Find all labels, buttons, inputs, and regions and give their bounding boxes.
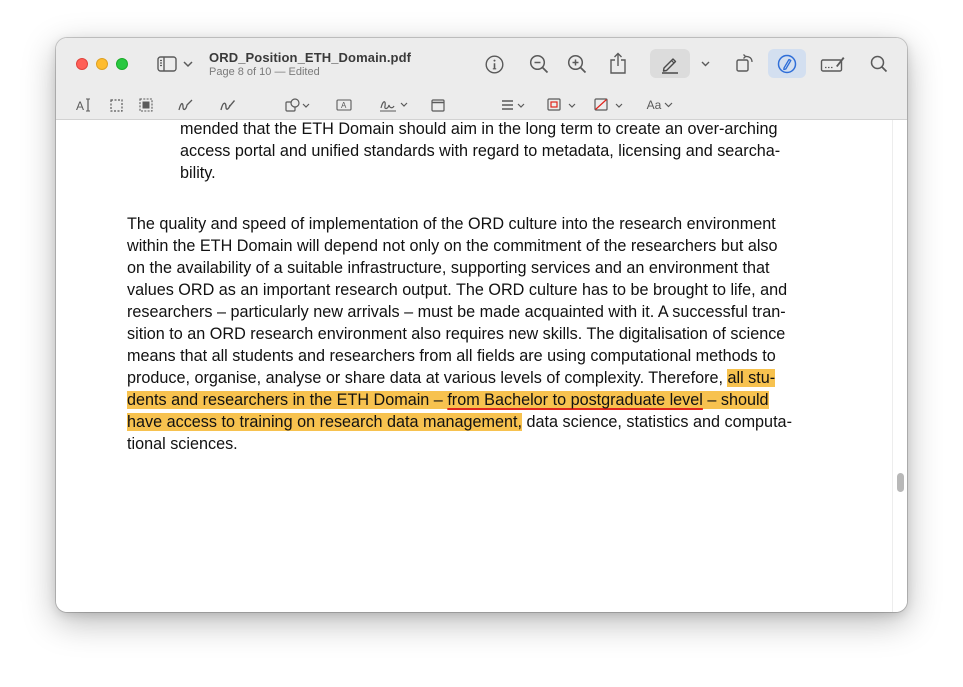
text-style-label: Aa [646, 98, 662, 112]
paragraph-2 [127, 213, 792, 455]
underlined-highlighted-text[interactable]: from Bachelor to postgraduate level [447, 391, 703, 409]
text-line: means that all students and researchers from all fields are using computational methods to [127, 347, 776, 365]
note-icon[interactable] [430, 97, 446, 113]
document-subtitle: Page 8 of 10 — Edited [209, 66, 320, 78]
share-icon[interactable] [608, 51, 628, 75]
form-fill-icon[interactable] [820, 53, 846, 75]
text-style-icon[interactable] [644, 97, 676, 113]
text-line [127, 411, 792, 433]
document-title-group[interactable] [209, 50, 411, 78]
title-bar [56, 38, 907, 90]
text-line: bility. [180, 164, 216, 182]
paragraph-1 [180, 120, 780, 184]
text-line [127, 367, 792, 389]
border-color-icon[interactable] [546, 97, 578, 113]
rectangular-selection-icon[interactable] [108, 97, 124, 113]
vertical-scrollbar[interactable] [892, 120, 907, 612]
text-line: on the availability of a suitable infrastructure, supporting services and an environment that [127, 259, 770, 277]
highlighted-text-part: dents and researchers in the ETH Domain – [127, 391, 448, 409]
preview-window [56, 38, 907, 612]
zoom-out-icon[interactable] [529, 54, 549, 74]
sidebar-icon[interactable] [156, 54, 178, 74]
document-view[interactable] [56, 120, 892, 612]
zoom-window-button[interactable] [116, 58, 128, 70]
rotate-icon[interactable] [734, 52, 756, 74]
highlighted-text[interactable]: all stu- [727, 369, 776, 387]
info-icon[interactable] [484, 54, 504, 74]
minimize-window-button[interactable] [96, 58, 108, 70]
zoom-in-icon[interactable] [567, 54, 587, 74]
signature-icon[interactable] [378, 96, 410, 114]
text-line: researchers – particularly new arrivals – must be made acquainted with it. A successful tran- [127, 303, 786, 321]
smart-lasso-icon[interactable] [138, 97, 154, 113]
text-line: The quality and speed of implementation of the ORD culture into the research environment [127, 215, 776, 233]
chevron-down-icon[interactable] [182, 58, 194, 70]
text-line: access portal and unified standards with regard to metadata, licensing and searcha- [180, 142, 781, 160]
text-line: values ORD as an important research output. The ORD culture has to be brought to life, and [127, 281, 788, 299]
svg-text:A: A [341, 101, 347, 110]
shapes-icon[interactable] [284, 97, 312, 113]
text-box-icon[interactable] [335, 97, 353, 113]
draw-icon[interactable] [219, 97, 237, 113]
markup-icon[interactable] [776, 53, 798, 75]
text-line: mended that the ETH Domain should aim in the long term to create an over-arching [180, 120, 778, 138]
highlight-options-chevron-icon[interactable] [699, 58, 711, 70]
plain-text: produce, organise, analyse or share data at various levels of complexity. Therefore, [127, 369, 728, 387]
plain-text: data science, statistics and computa- [522, 413, 792, 431]
text-selection-icon[interactable] [76, 97, 92, 113]
text-line: tional sciences. [127, 435, 238, 453]
sketch-icon[interactable] [177, 97, 195, 113]
document-title[interactable]: ORD_Position_ETH_Domain.pdf [209, 50, 412, 65]
text-line: within the ETH Domain will depend not only on the commitment of the researchers but also [127, 237, 778, 255]
search-icon[interactable] [869, 54, 889, 74]
vertical-scroll-thumb[interactable] [897, 473, 904, 492]
highlight-pen-icon[interactable] [659, 53, 681, 75]
shape-style-icon[interactable] [499, 97, 527, 113]
text-line: sition to an ORD research environment also requires new skills. The digitalisation of science [127, 325, 786, 343]
markup-toolbar [56, 90, 907, 120]
highlighted-text[interactable]: have access to training on research data management, [127, 413, 523, 431]
text-line [127, 389, 792, 411]
highlighted-text-part: – should [702, 391, 769, 409]
fill-color-icon[interactable] [593, 97, 625, 113]
highlighted-text[interactable] [127, 391, 769, 409]
svg-text:A: A [76, 99, 85, 112]
close-window-button[interactable] [76, 58, 88, 70]
